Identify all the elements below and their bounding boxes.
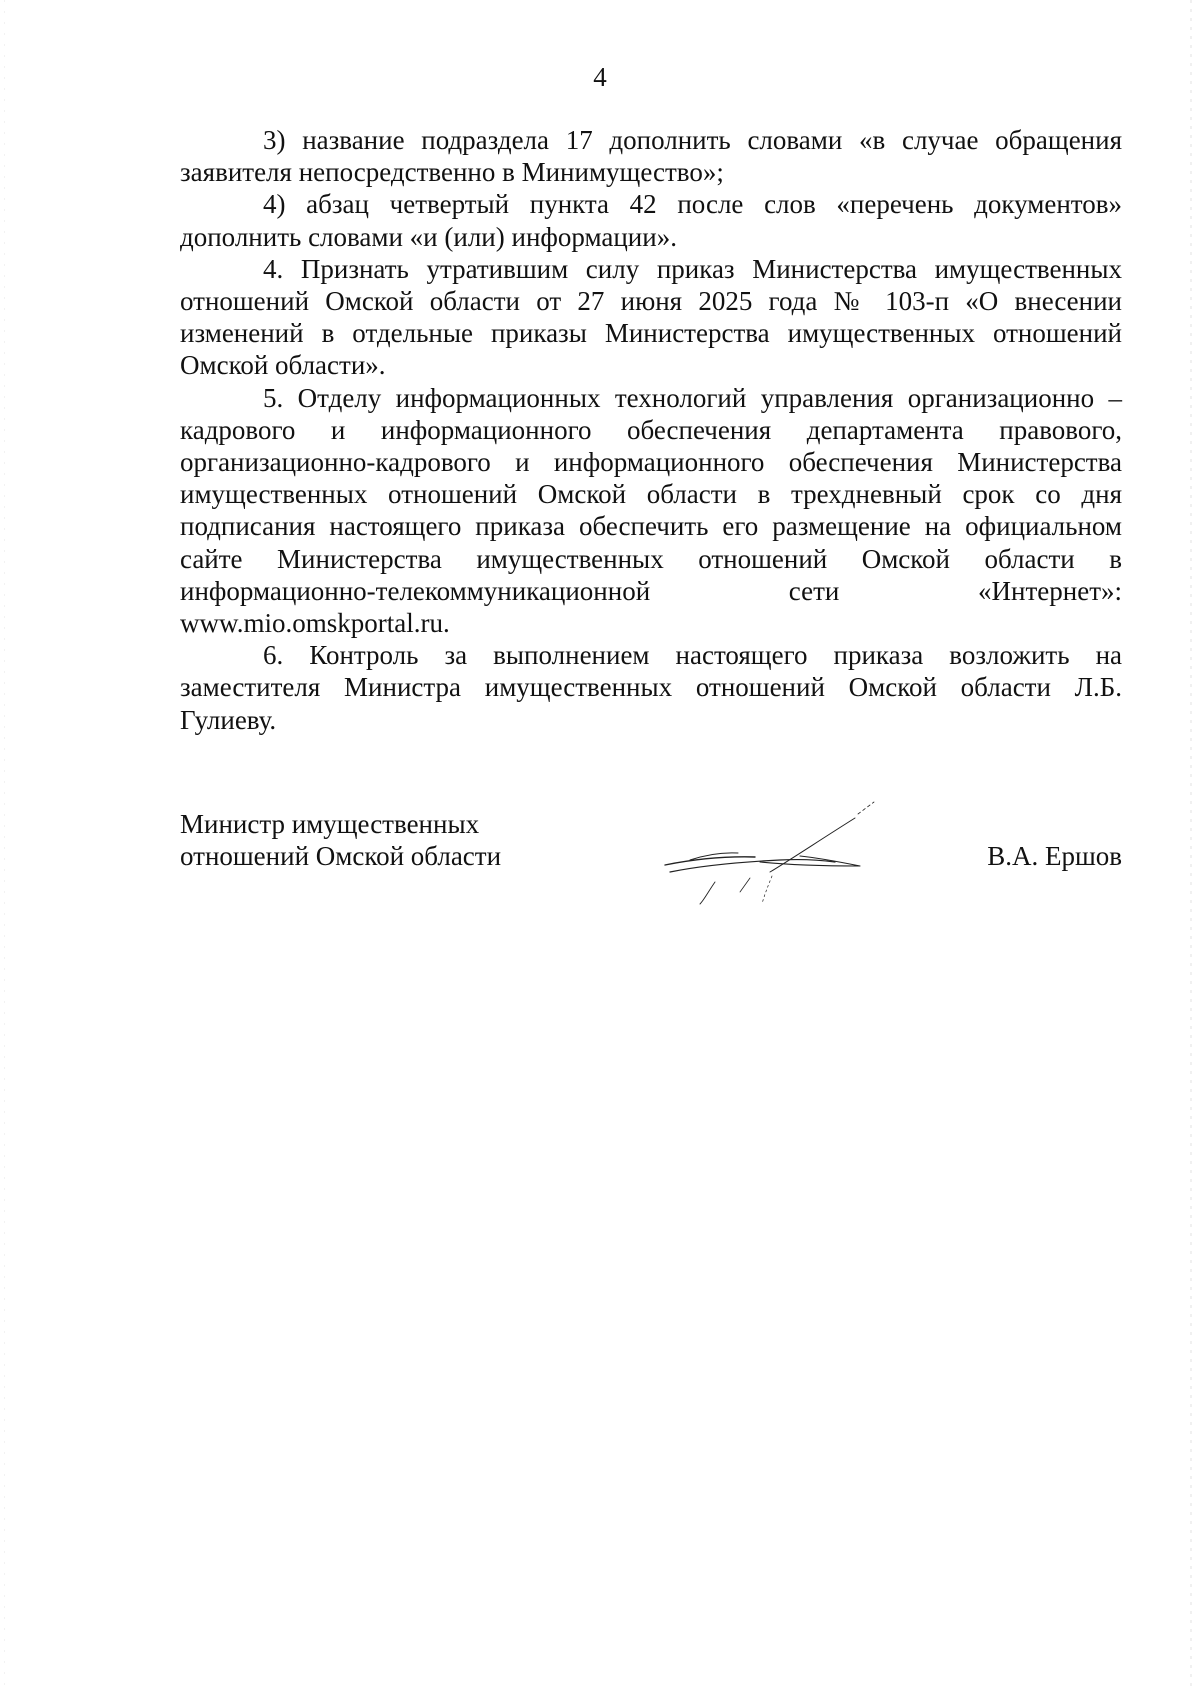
page-number: 4 xyxy=(593,62,607,92)
signatory-title xyxy=(180,808,501,872)
signature-block xyxy=(180,808,1122,898)
signatory-name: В.А. Ершов xyxy=(987,841,1122,871)
scan-edge-artifact-right xyxy=(1190,0,1192,1686)
paragraph-control: 6. Контроль за выполнением настоящего приказа возложить на заместителя Министра имущественных отношений Омской области Л.Б. Гулиеву. xyxy=(180,640,1122,735)
document-body xyxy=(180,124,1122,736)
signatory-title-line-2: отношений Омской области xyxy=(180,841,502,871)
paragraph-publication: 5. Отделу информационных технологий управления организационно – кадрового и информационного обеспечения департамента правового, организационно-кадрового и информационного обеспечения Министерства имущественных отношений Омской области в трехдневный срок со дня подписания настоящего приказа обеспечить его размещение на официальном сайте Министерства имущественных отношений Омской области в информационно-телекоммуникационной сети «Интернет»: www.mio.omskportal.ru. xyxy=(180,382,1122,639)
signatory-title-line-1: Министр имущественных xyxy=(180,809,480,839)
handwritten-signature xyxy=(660,800,890,920)
paragraph-repeal-order: 4. Признать утратившим силу приказ Министерства имущественных отношений Омской области от 27 июня 2025 года № 103-п «О внесении изменений в отдельные приказы Министерства имущественных отношений Омской области». xyxy=(180,253,1122,381)
paragraph-subsection-17: 3) название подраздела 17 дополнить словами «в случае обращения заявителя непосредственно в Минимущество»; xyxy=(180,125,1122,188)
paragraph-point-42: 4) абзац четвертый пункта 42 после слов «перечень документов» дополнить словами «и (или) информации». xyxy=(180,189,1122,252)
scan-edge-artifact-left xyxy=(4,0,5,1686)
